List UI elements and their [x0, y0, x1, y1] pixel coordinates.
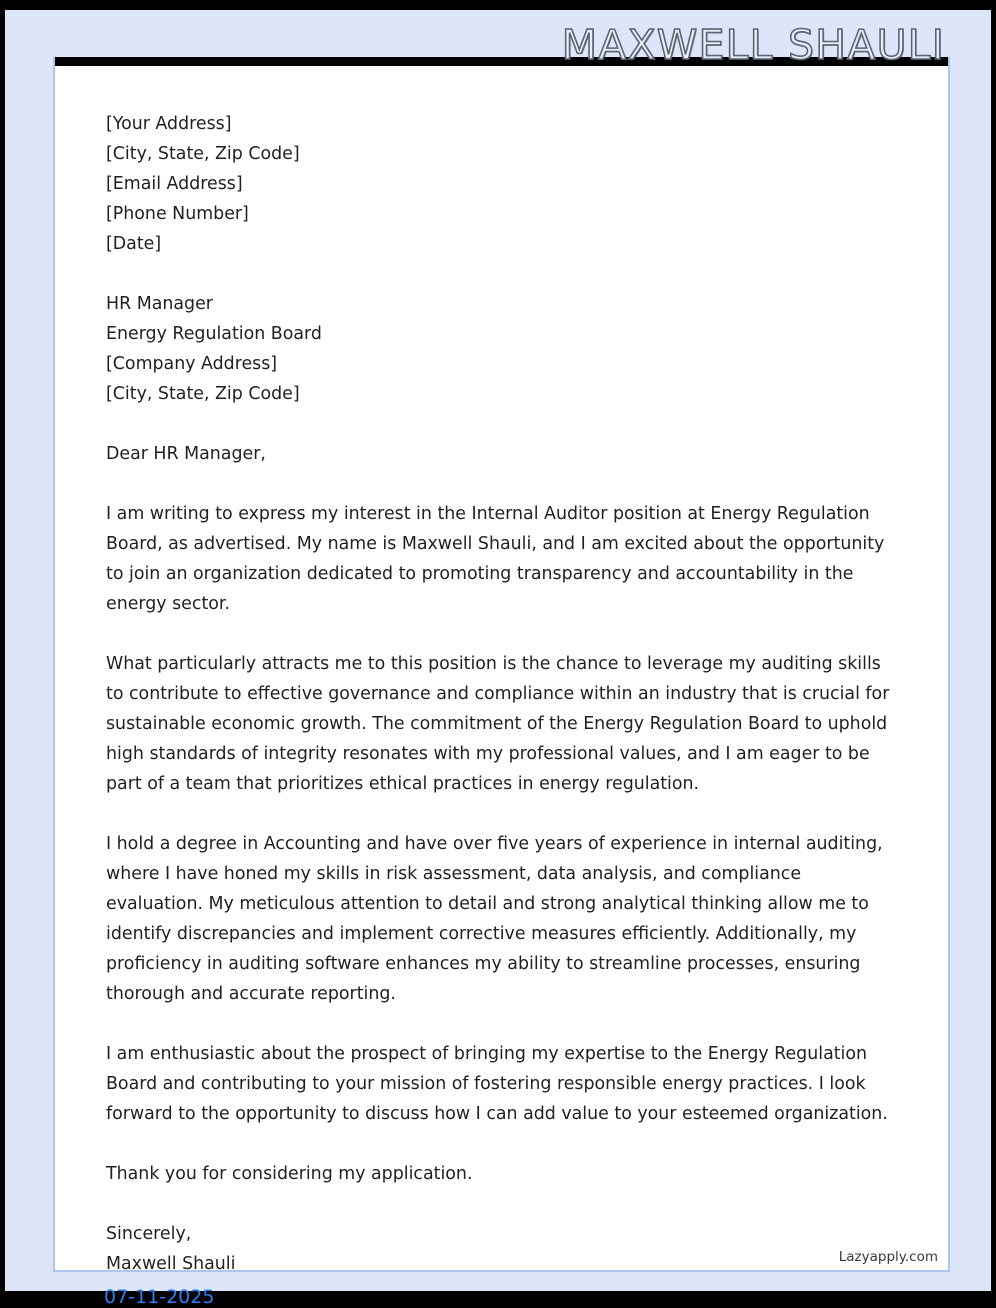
letter-paragraph: Thank you for considering my application. — [106, 1164, 473, 1184]
recipient-address-block — [106, 289, 902, 409]
document-date: 07-11-2025 — [104, 1286, 215, 1308]
recipient-address-line: Energy Regulation Board — [106, 324, 322, 344]
letter-paragraph: What particularly attracts me to this position is the chance to leverage my auditing skills to contribute to effective governance and compliance within an industry that is crucial for sustainable economic growth. The commitment of the Energy Regulation Board to uphold high standards of integrity resonates with my professional values, and I am eager to be part of a team that prioritizes ethical practices in energy regulation. — [106, 654, 890, 794]
sender-address-line: [Email Address] — [106, 174, 243, 194]
spacer — [106, 259, 902, 289]
closing-salutation: Sincerely, — [106, 1224, 192, 1244]
recipient-address-line: [City, State, Zip Code] — [106, 384, 300, 404]
footer-watermark: Lazyapply.com — [838, 1249, 938, 1265]
page-mat — [5, 10, 991, 1308]
salutation: Dear HR Manager, — [106, 444, 266, 464]
sender-address-line: [Your Address] — [106, 114, 232, 134]
recipient-address-line: HR Manager — [106, 294, 213, 314]
spacer — [106, 1129, 902, 1159]
letter-body — [106, 109, 902, 1279]
sender-address-line: [Date] — [106, 234, 162, 254]
closing-block — [106, 1219, 902, 1279]
spacer — [106, 1189, 902, 1219]
spacer — [106, 1009, 902, 1039]
sender-address-block — [106, 109, 902, 259]
recipient-address-line: [Company Address] — [106, 354, 278, 374]
sender-address-line: [City, State, Zip Code] — [106, 144, 300, 164]
page-title: MAXWELL SHAULI — [561, 21, 945, 69]
signature-name: Maxwell Shauli — [106, 1254, 236, 1274]
spacer — [106, 469, 902, 499]
letter-sheet — [53, 57, 950, 1272]
spacer — [106, 409, 902, 439]
letter-paragraph: I am writing to express my interest in the Internal Auditor position at Energy Regulation Board, as advertised. My name is Maxwell Shauli, and I am excited about the opportunity to join an organization dedicated to promoting transparency and accountability in the energy sector. — [106, 504, 885, 614]
spacer — [106, 799, 902, 829]
sender-address-line: [Phone Number] — [106, 204, 249, 224]
spacer — [106, 619, 902, 649]
letter-paragraph: I am enthusiastic about the prospect of bringing my expertise to the Energy Regulation Board and contributing to your mission of fostering responsible energy practices. I look forward to the opportunity to discuss how I can add value to your esteemed organization. — [106, 1044, 888, 1124]
letter-paragraph: I hold a degree in Accounting and have over five years of experience in internal auditing, where I have honed my skills in risk assessment, data analysis, and compliance evaluation. My meticulous attention to detail and strong analytical thinking allow me to identify discrepancies and implement corrective measures efficiently. Additionally, my proficiency in auditing software enhances my ability to streamline processes, ensuring thorough and accurate reporting. — [106, 834, 883, 1004]
